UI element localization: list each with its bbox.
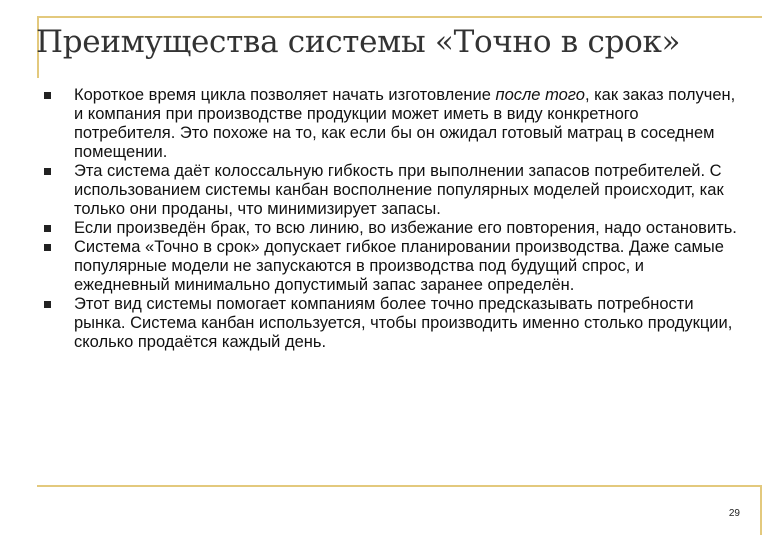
bottom-vertical-rule bbox=[760, 485, 762, 535]
bullet-text: Эта система даёт колоссальную гибкость при выполнении запасов потребителей. С использованием системы канбан восполнение популярных моделей происходит, как только они проданы, что минимизирует запасы. bbox=[74, 162, 724, 218]
square-bullet-icon bbox=[44, 301, 51, 308]
square-bullet-icon bbox=[44, 92, 51, 99]
square-bullet-icon bbox=[44, 244, 51, 251]
bullet-text: Короткое время цикла позволяет начать изготовление bbox=[74, 86, 496, 104]
bullet-emphasis: после того bbox=[495, 86, 585, 104]
bullet-text: Этот вид системы помогает компаниям более точно предсказывать потребности рынка. Система канбан используется, чтобы производить именно столько продукции, сколько продаётся каждый день. bbox=[74, 295, 733, 351]
slide-title: Преимущества системы «Точно в срок» bbox=[36, 24, 681, 60]
bullet-item bbox=[40, 238, 740, 295]
bullet-item bbox=[40, 295, 740, 352]
bullet-item bbox=[40, 86, 740, 162]
square-bullet-icon bbox=[44, 168, 51, 175]
square-bullet-icon bbox=[44, 225, 51, 232]
bullet-list bbox=[40, 86, 740, 352]
bullet-item bbox=[40, 219, 740, 238]
bullet-item bbox=[40, 162, 740, 219]
bullet-text: Если произведён брак, то всю линию, во избежание его повторения, надо остановить. bbox=[74, 219, 737, 237]
bullet-text: Система «Точно в срок» допускает гибкое планировании производства. Даже самые популярные модели не запускаются в производства под будущий спрос, и ежедневный минимально допустимый запас заранее определён. bbox=[74, 238, 724, 294]
bottom-horizontal-rule bbox=[37, 485, 762, 487]
page-number: 29 bbox=[728, 508, 740, 519]
bullet-text-continued: , как заказ получен, и компания при производстве продукции может иметь в виду конкретного потребителя. Это похоже на то, как если бы он ожидал готовый матрац в соседнем помещении. bbox=[74, 86, 736, 161]
top-horizontal-rule bbox=[37, 16, 762, 18]
